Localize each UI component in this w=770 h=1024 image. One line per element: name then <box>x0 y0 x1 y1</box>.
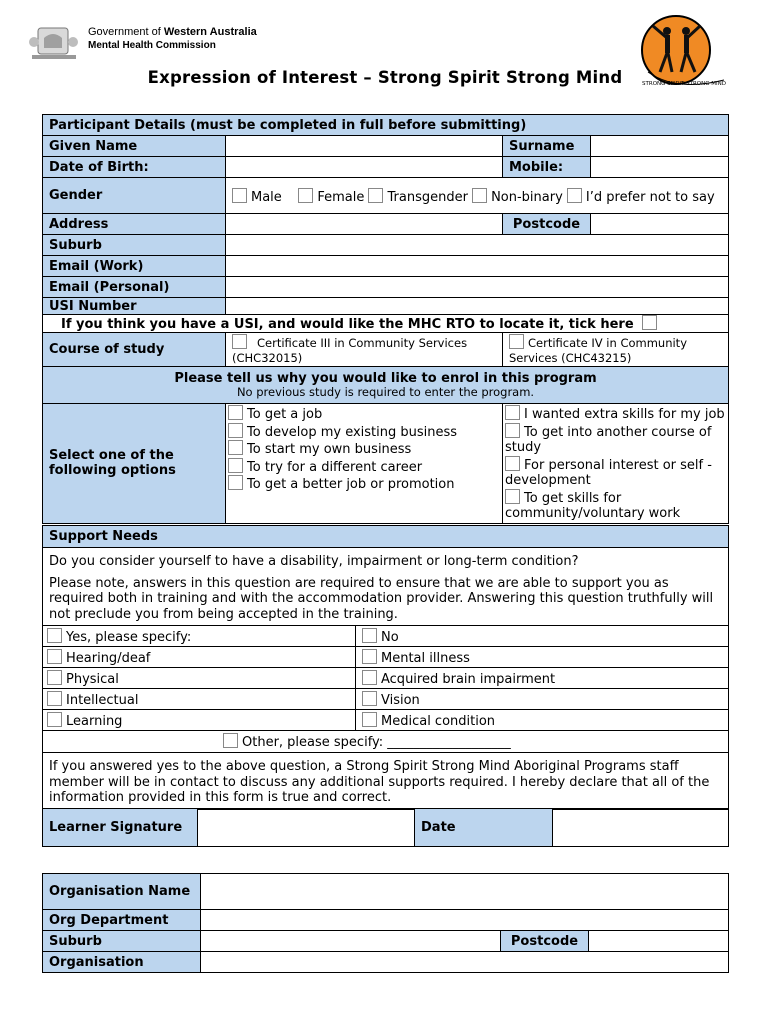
other-label: Other, please specify: ___________________ <box>242 735 511 750</box>
support-option <box>43 668 356 689</box>
brain-impairment-label: Acquired brain impairment <box>381 671 556 687</box>
gender-label: Gender <box>43 178 226 214</box>
email-personal-field[interactable] <box>226 277 729 298</box>
mobile-label: Mobile: <box>503 157 591 178</box>
enrol-option-checkbox[interactable] <box>228 440 243 455</box>
support-option <box>43 647 356 668</box>
learner-signature-label: Learner Signature <box>43 809 198 847</box>
org-postcode-label: Postcode <box>501 931 589 952</box>
support-question: Do you consider yourself to have a disability, impairment or long-term condition? <box>49 554 579 569</box>
org-suburb-field[interactable] <box>201 931 501 952</box>
logo-ring-text: STRONG SPIRIT STRONG MIND <box>642 81 726 87</box>
course-label: Course of study <box>43 333 226 367</box>
surname-field[interactable] <box>591 136 729 157</box>
hearing-checkbox[interactable] <box>47 649 62 664</box>
cert4-checkbox[interactable] <box>509 334 524 349</box>
cert3-checkbox[interactable] <box>232 334 247 349</box>
enrol-option <box>505 423 726 456</box>
gender-nonbinary-checkbox[interactable] <box>472 188 487 203</box>
enrol-option <box>505 405 726 423</box>
vision-checkbox[interactable] <box>362 691 377 706</box>
gender-female-checkbox[interactable] <box>298 188 313 203</box>
other-option <box>43 731 729 753</box>
medical-condition-label: Medical condition <box>381 713 496 729</box>
given-name-label: Given Name <box>43 136 226 157</box>
gender-male-checkbox[interactable] <box>232 188 247 203</box>
enrol-option <box>228 458 500 476</box>
gender-female-label: Female <box>317 190 365 205</box>
suburb-field[interactable] <box>226 235 729 256</box>
enrol-option-checkbox[interactable] <box>505 489 520 504</box>
organisation-field[interactable] <box>201 952 729 973</box>
address-label: Address <box>43 214 226 235</box>
enrol-option <box>505 456 726 489</box>
signature-table <box>42 808 729 847</box>
enrol-heading-cell <box>43 367 729 404</box>
enrol-option-label: To get a job <box>247 407 323 422</box>
wa-crest-icon <box>28 22 80 62</box>
usi-note: If you think you have a USI, and would like the MHC RTO to locate it, tick here <box>61 317 634 332</box>
enrol-option-checkbox[interactable] <box>505 456 520 471</box>
enrol-option-label: To get a better job or promotion <box>247 477 455 492</box>
support-option <box>356 647 729 668</box>
enrol-option-checkbox[interactable] <box>228 423 243 438</box>
select-option-label: Select one of the following options <box>43 404 226 524</box>
enrol-option-checkbox[interactable] <box>505 423 520 438</box>
enrol-option-label: To try for a different career <box>247 459 423 475</box>
support-option <box>356 668 729 689</box>
org-name-label: Organisation Name <box>43 874 201 910</box>
date-field[interactable] <box>553 809 729 847</box>
organisation-table <box>42 873 729 973</box>
vision-label: Vision <box>381 692 420 708</box>
support-option <box>356 626 729 647</box>
enrol-option-label: To get skills for community/voluntary work <box>505 490 681 521</box>
participant-details-table <box>42 114 729 524</box>
learning-label: Learning <box>66 713 123 729</box>
learning-checkbox[interactable] <box>47 712 62 727</box>
address-field[interactable] <box>226 214 503 235</box>
organisation-label: Organisation <box>43 952 201 973</box>
enrol-left-options <box>226 404 503 524</box>
enrol-subheading: No previous study is required to enter the program. <box>236 385 535 399</box>
usi-field[interactable] <box>226 298 729 315</box>
enrol-option-label: To develop my existing business <box>247 424 458 440</box>
hearing-label: Hearing/deaf <box>66 650 151 666</box>
enrol-heading: Please tell us why you would like to enrol in this program <box>174 371 597 386</box>
enrol-option-checkbox[interactable] <box>228 405 243 420</box>
other-checkbox[interactable] <box>223 733 238 748</box>
government-header <box>28 22 278 64</box>
participant-heading: Participant Details (must be completed in full before submitting) <box>43 115 729 136</box>
physical-checkbox[interactable] <box>47 670 62 685</box>
gender-male-label: Male <box>251 190 282 205</box>
support-heading: Support Needs <box>43 526 729 548</box>
org-department-label: Org Department <box>43 910 201 931</box>
physical-label: Physical <box>66 671 119 687</box>
no-label: No <box>381 629 399 645</box>
usi-note-row <box>43 315 729 333</box>
enrol-option-checkbox[interactable] <box>228 475 243 490</box>
enrol-option-checkbox[interactable] <box>505 405 520 420</box>
enrol-right-options <box>503 404 729 524</box>
gender-nonbinary-label: Non-binary <box>491 190 563 205</box>
enrol-option-label: For personal interest or self -development <box>505 457 712 488</box>
org-suburb-label: Suburb <box>43 931 201 952</box>
support-option <box>43 689 356 710</box>
org-postcode-field[interactable] <box>589 931 729 952</box>
enrol-option-label: I wanted extra skills for my job <box>524 407 725 422</box>
enrol-option-label: To get into another course of study <box>505 424 712 455</box>
support-option <box>43 710 356 731</box>
email-work-field[interactable] <box>226 256 729 277</box>
surname-label: Surname <box>503 136 591 157</box>
gender-transgender-label: Transgender <box>387 190 468 205</box>
org-department-field[interactable] <box>201 910 729 931</box>
department-name: Mental Health Commission <box>88 40 216 51</box>
support-needs-table <box>42 525 729 810</box>
usi-label: USI Number <box>43 298 226 315</box>
course-option-cert4 <box>503 333 729 367</box>
gender-transgender-checkbox[interactable] <box>368 188 383 203</box>
support-question-cell <box>43 548 729 626</box>
yes-label: Yes, please specify: <box>66 629 192 645</box>
usi-locate-checkbox[interactable] <box>642 315 657 330</box>
yes-checkbox[interactable] <box>47 628 62 643</box>
postcode-label: Postcode <box>503 214 591 235</box>
support-option <box>356 689 729 710</box>
enrol-option-label: To start my own business <box>247 442 412 457</box>
page-title: Expression of Interest – Strong Spirit Strong Mind <box>147 68 623 87</box>
cert3-label: Certificate III in Community Services (CHC32015) <box>232 335 468 365</box>
support-option <box>43 626 356 647</box>
mental-illness-checkbox[interactable] <box>362 649 377 664</box>
enrol-option <box>505 489 726 522</box>
enrol-option <box>228 423 500 441</box>
no-checkbox[interactable] <box>362 628 377 643</box>
dob-label: Date of Birth: <box>43 157 226 178</box>
org-name-field[interactable] <box>201 874 729 910</box>
intellectual-label: Intellectual <box>66 692 139 708</box>
postcode-field[interactable] <box>591 214 729 235</box>
mobile-field[interactable] <box>591 157 729 178</box>
learner-signature-field[interactable] <box>198 809 415 847</box>
gender-options <box>226 178 729 214</box>
enrol-option-checkbox[interactable] <box>228 458 243 473</box>
medical-condition-checkbox[interactable] <box>362 712 377 727</box>
declaration: If you answered yes to the above question, a Strong Spirit Strong Mind Aboriginal Programs staff member will be in contact to discuss any additional supports required. I hereby declare that all of the information provided in this form is true and correct. <box>43 753 729 810</box>
government-name: Government of Western Australia <box>88 26 257 38</box>
suburb-label: Suburb <box>43 235 226 256</box>
cert4-label: Certificate IV in Community Services (CHC43215) <box>509 335 688 365</box>
email-work-label: Email (Work) <box>43 256 226 277</box>
support-note: Please note, answers in this question are required to ensure that we are able to support you as required both in training and with the accommodation provider. Answering this question truthfully will not preclude you from being accepted in the training. <box>49 575 714 622</box>
dob-field[interactable] <box>226 157 503 178</box>
enrol-option <box>228 475 500 493</box>
gender-prefer-not-label: I’d prefer not to say <box>585 190 715 205</box>
mental-illness-label: Mental illness <box>381 650 470 666</box>
email-personal-label: Email (Personal) <box>43 277 226 298</box>
enrol-option <box>228 440 500 458</box>
enrol-option <box>228 405 500 423</box>
date-label: Date <box>415 809 553 847</box>
gender-prefer-not-checkbox[interactable] <box>567 188 582 203</box>
support-option <box>356 710 729 731</box>
intellectual-checkbox[interactable] <box>47 691 62 706</box>
brain-impairment-checkbox[interactable] <box>362 670 377 685</box>
given-name-field[interactable] <box>226 136 503 157</box>
course-option-cert3 <box>226 333 503 367</box>
